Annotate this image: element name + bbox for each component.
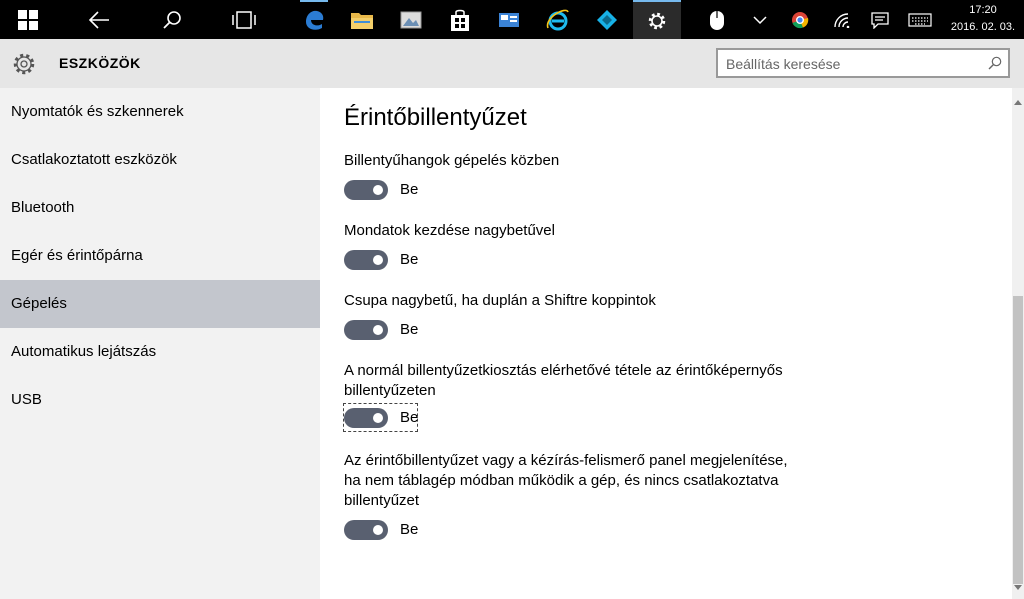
start-button[interactable] <box>0 0 55 39</box>
section-title: Érintőbillentyűzet <box>344 104 527 131</box>
toggle-row <box>344 320 804 350</box>
sidebar-item-bluetooth[interactable]: Bluetooth <box>11 199 75 216</box>
settings-header <box>0 39 1024 88</box>
kodi-icon <box>596 9 618 31</box>
action-center-button[interactable] <box>866 0 894 39</box>
toggle-state-text: Be <box>400 521 419 538</box>
standard-layout-toggle[interactable] <box>344 408 388 428</box>
photo-viewer-icon <box>399 9 423 31</box>
toggle-state-text: Be <box>400 181 419 198</box>
network-tray-button[interactable] <box>828 0 856 39</box>
chrome-tray-button[interactable] <box>786 0 814 39</box>
devices-gear-icon <box>11 51 37 82</box>
setting-label: Billentyűhangok gépelés közben <box>344 152 560 169</box>
internet-explorer-button[interactable] <box>538 0 578 39</box>
key-sounds-toggle[interactable] <box>344 180 388 200</box>
sidebar <box>0 88 320 599</box>
show-hidden-icons-button[interactable] <box>744 0 776 39</box>
setting-label: Az érintőbillentyűzet vagy a kézírás-felismerő panel megjelenítése, ha nem táblagép módban működik a gép, és nincs csatlakoztatva billentyűzet <box>344 452 788 509</box>
store-bag-icon <box>449 8 471 32</box>
sidebar-item-autoplay[interactable]: Automatikus lejátszás <box>11 343 157 360</box>
back-arrow-icon <box>88 11 110 29</box>
task-view-button[interactable] <box>220 0 268 39</box>
toggle-row <box>344 520 804 550</box>
task-view-icon <box>232 11 256 29</box>
chrome-icon <box>791 11 809 29</box>
search-icon <box>162 10 182 30</box>
main-content <box>320 88 1012 599</box>
setting-capitalize-sentences <box>344 221 804 280</box>
setting-label: Csupa nagybetű, ha duplán a Shiftre koppintok <box>344 292 656 309</box>
toggle-row <box>344 250 804 280</box>
clock-time: 17:20 <box>969 4 997 16</box>
toggle-knob <box>373 255 383 265</box>
wifi-icon <box>833 12 851 28</box>
mouse-tray-button[interactable] <box>700 0 734 39</box>
setting-show-touch-keyboard <box>344 451 804 550</box>
touch-keyboard-button[interactable] <box>904 0 936 39</box>
scrollbar-thumb[interactable] <box>1013 296 1023 584</box>
toggle-knob <box>373 413 383 423</box>
setting-standard-layout <box>344 361 804 431</box>
kodi-app-button[interactable] <box>587 0 627 39</box>
settings-search-box[interactable] <box>716 48 1010 78</box>
settings-app-button[interactable] <box>633 0 681 39</box>
gear-icon <box>646 10 668 32</box>
toggle-state-text: Be <box>400 321 419 338</box>
toggle-knob <box>373 525 383 535</box>
clock-date: 2016. 02. 03. <box>950 21 1016 33</box>
toggle-state-text: Be <box>400 409 419 426</box>
setting-key-sounds <box>344 151 804 210</box>
toggle-knob <box>373 325 383 335</box>
mouse-icon <box>709 9 725 31</box>
edge-icon <box>302 8 326 32</box>
sidebar-item-usb[interactable]: USB <box>11 391 42 408</box>
search-icon[interactable] <box>988 56 1002 75</box>
folder-icon <box>350 10 374 30</box>
show-keyboard-toggle[interactable] <box>344 520 388 540</box>
capitalize-toggle[interactable] <box>344 250 388 270</box>
photos-app-button[interactable] <box>391 0 431 39</box>
scroll-up-icon[interactable] <box>1014 92 1022 110</box>
taskbar <box>0 0 1024 39</box>
file-explorer-button[interactable] <box>342 0 382 39</box>
control-panel-button[interactable] <box>489 0 529 39</box>
page-title: ESZKÖZÖK <box>59 55 141 71</box>
internet-explorer-icon <box>546 8 570 32</box>
sidebar-item-typing[interactable]: Gépelés <box>0 280 320 328</box>
windows-logo-icon <box>18 10 38 30</box>
caps-lock-toggle[interactable] <box>344 320 388 340</box>
toggle-row-focused <box>344 404 417 431</box>
back-button[interactable] <box>75 0 123 39</box>
toggle-state-text: Be <box>400 251 419 268</box>
setting-caps-lock-double-shift <box>344 291 804 350</box>
notification-icon <box>871 11 889 29</box>
sidebar-item-connected-devices[interactable]: Csatlakoztatott eszközök <box>11 151 177 168</box>
store-app-button[interactable] <box>440 0 480 39</box>
keyboard-icon <box>908 12 932 28</box>
toggle-row <box>344 180 804 210</box>
taskbar-clock[interactable] <box>948 2 1018 36</box>
setting-label: A normál billentyűzetkiosztás elérhetővé tétele az érintőképernyős billentyűzeten <box>344 362 783 399</box>
sidebar-item-printers[interactable]: Nyomtatók és szkennerek <box>11 103 184 120</box>
toggle-knob <box>373 185 383 195</box>
content-scrollbar[interactable] <box>1012 88 1024 599</box>
sidebar-item-mouse-touchpad[interactable]: Egér és érintőpárna <box>11 247 143 264</box>
chevron-down-icon <box>753 15 767 25</box>
setting-label: Mondatok kezdése nagybetűvel <box>344 222 555 239</box>
search-input[interactable] <box>726 54 976 74</box>
edge-app-button[interactable] <box>294 0 334 39</box>
control-panel-icon <box>497 9 521 31</box>
search-taskbar-button[interactable] <box>148 0 196 39</box>
scroll-down-icon[interactable] <box>1014 577 1022 595</box>
